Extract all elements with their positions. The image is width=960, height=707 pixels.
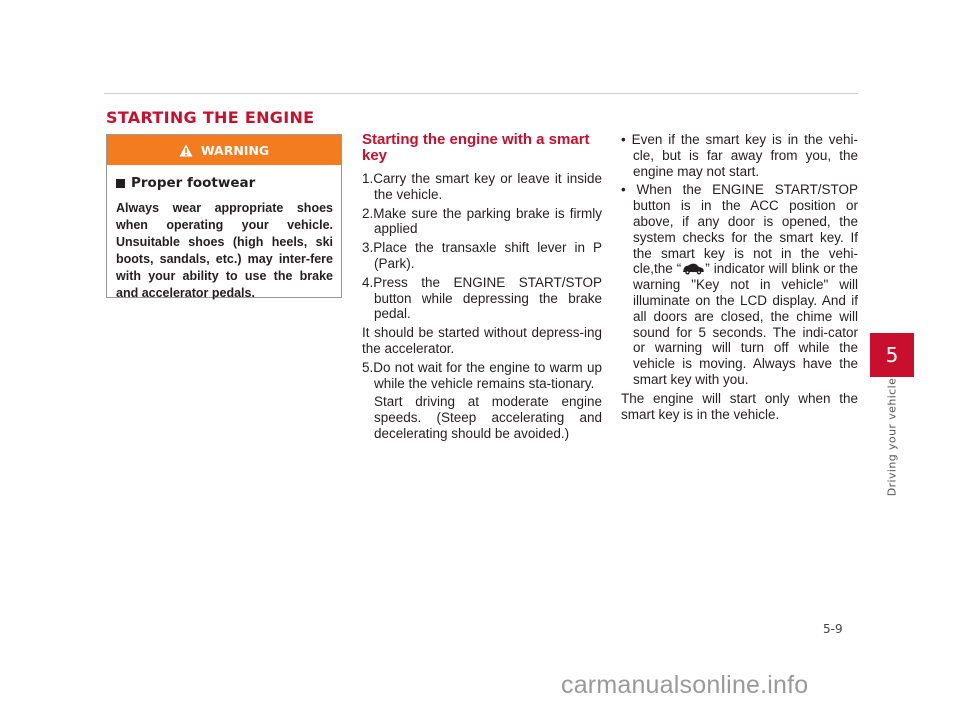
step-item: 4.Press the ENGINE START/STOP button while depressing the brake pedal.: [362, 274, 602, 322]
step-item: 1.Carry the smart key or leave it inside the vehicle.: [362, 171, 602, 202]
warning-text: Always wear appropriate shoes when operating your vehicle. Unsuitable shoes (high heels, ski boots, sandals, etc.) may inter-fere with your ability to use the brake and accelerator pedals.: [116, 201, 333, 300]
warning-triangle-icon: [179, 144, 193, 157]
chapter-label-text: Driving your vehicle: [885, 377, 899, 497]
chapter-tab[interactable]: [870, 333, 914, 377]
square-bullet-icon: [116, 179, 125, 188]
warning-box: [106, 134, 342, 298]
step-item: 5.Do not wait for the engine to warm up while the vehicle remains sta-tionary.: [362, 359, 602, 391]
warning-subtitle-text: Proper footwear: [131, 175, 256, 191]
step-item: 3.Place the transaxle shift lever in P (Park).: [362, 240, 602, 271]
bullet-text-start: • When the ENGINE START/STOP button is in the ACC position or above, if any door is opened, the system checks for the smart key. If the smart key is not in the vehi-cle,the “: [621, 182, 858, 277]
bullet-item: • Even if the smart key is in the vehi-cle, but is far away from you, the engine may not start.: [621, 132, 858, 179]
warning-label: WARNING: [200, 142, 270, 158]
page-number: 5-9: [823, 622, 843, 636]
section-title: STARTING THE ENGINE: [106, 108, 315, 127]
warning-header: [107, 135, 341, 165]
watermark: carmanualsonline.info: [561, 671, 809, 699]
step-item: 2.Make sure the parking brake is firmly applied: [362, 205, 602, 237]
bullet-item: [621, 182, 858, 387]
bullet-text-end: ” indicator will blink or the warning "Key not in vehicle" will illuminate on the LCD display. And if all doors are closed, the chime will sound for 5 seconds. The indi-cator or warning will turn off while the vehicle is moving. Always have the smart key with you.: [633, 261, 858, 387]
closing-text: The engine will start only when the smart key is in the vehicle.: [621, 390, 858, 422]
column-smart-key-steps: [362, 132, 602, 442]
note-text: It should be started without depress-ing the accelerator.: [362, 325, 602, 356]
step-5-detail: Start driving at moderate engine speeds. (Steep accelerating and decelerating should be avoided.): [374, 394, 602, 441]
chapter-number: 5: [885, 343, 899, 367]
warning-subtitle: [116, 175, 333, 191]
column-smart-key-notes: [621, 132, 858, 425]
subsection-heading: Starting the engine with a smart key: [362, 131, 590, 164]
top-divider: [104, 93, 858, 94]
car-key-icon: [681, 262, 705, 275]
